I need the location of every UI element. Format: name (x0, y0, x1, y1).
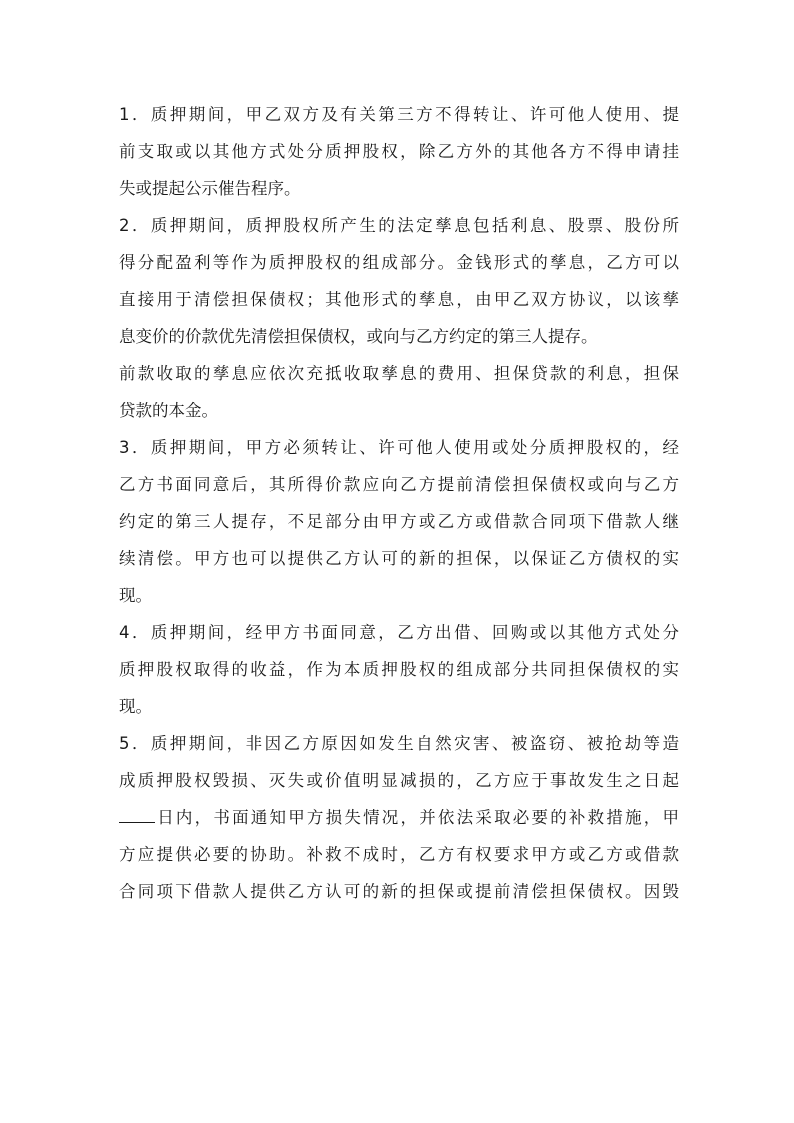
document-body (119, 96, 679, 910)
clause-2-cont-line-1: 前款收取的孳息应依次充抵收取孳息的费用、担保贷款的利息，担保 (119, 364, 679, 383)
clause-4-line-3: 现。 (119, 697, 152, 716)
clause-2-line-4: 息变价的价款优先清偿担保债权，或向与乙方约定的第三人提存。 (119, 327, 598, 346)
clause-2-cont-line-2: 贷款的本金。 (119, 401, 218, 420)
clause-5-line-3-wrapper (119, 799, 679, 836)
clause-4-line-2: 质押股权取得的收益，作为本质押股权的组成部分共同担保债权的实 (119, 660, 679, 679)
clause-5-line-2: 成质押股权毁损、灭失或价值明显减损的，乙方应于事故发生之日起 (119, 771, 679, 790)
clause-3-line-2: 乙方书面同意后，其所得价款应向乙方提前清偿担保债权或向与乙方 (119, 475, 679, 494)
clause-5-line-1: 5．质押期间，非因乙方原因如发生自然灾害、被盗窃、被抢劫等造 (119, 734, 679, 753)
fill-in-blank[interactable] (119, 804, 155, 823)
clause-2-line-1: 2．质押期间，质押股权所产生的法定孳息包括利息、股票、股份所 (119, 216, 679, 235)
clause-2-line-3: 直接用于清偿担保债权；其他形式的孳息，由甲乙双方协议，以该孳 (119, 290, 679, 309)
clause-1-line-2: 前支取或以其他方式处分质押股权，除乙方外的其他各方不得申请挂 (119, 142, 679, 161)
clause-1-line-1: 1．质押期间，甲乙双方及有关第三方不得转让、许可他人使用、提 (119, 105, 679, 124)
clause-1-line-3: 失或提起公示催告程序。 (119, 179, 301, 198)
clause-5-line-5: 合同项下借款人提供乙方认可的新的担保或提前清偿担保债权。因毁 (119, 882, 679, 901)
clause-5-line-4: 方应提供必要的协助。补救不成时，乙方有权要求甲方或乙方或借款 (119, 845, 679, 864)
clause-3-line-1: 3．质押期间，甲方必须转让、许可他人使用或处分质押股权的，经 (119, 438, 679, 457)
clause-3-line-5: 现。 (119, 586, 152, 605)
clause-3-line-3: 约定的第三人提存，不足部分由甲方或乙方或借款合同项下借款人继 (119, 512, 679, 531)
clause-3-line-4: 续清偿。甲方也可以提供乙方认可的新的担保，以保证乙方债权的实 (119, 549, 679, 568)
clause-4-line-1: 4．质押期间，经甲方书面同意，乙方出借、回购或以其他方式处分 (119, 623, 679, 642)
clause-2-line-2: 得分配盈利等作为质押股权的组成部分。金钱形式的孳息，乙方可以 (119, 253, 679, 272)
clause-5-line-3: 日内，书面通知甲方损失情况，并依法采取必要的补救措施，甲 (155, 808, 679, 827)
